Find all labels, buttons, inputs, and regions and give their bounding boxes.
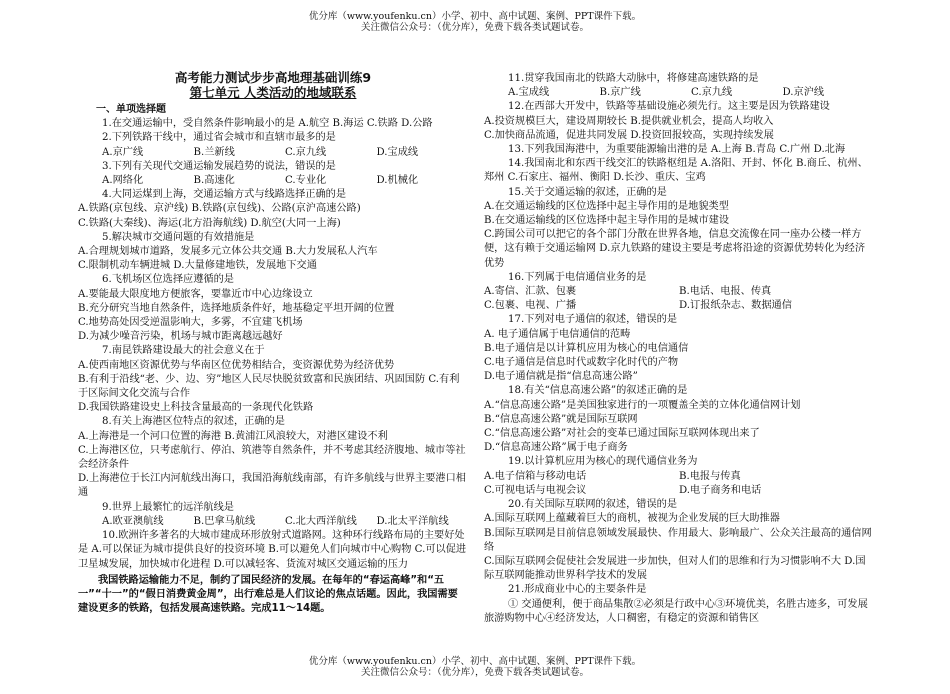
question-16-options-cd [484,299,874,313]
question-17-option-d: D.电子通信就是指“信息高速公路” [484,371,638,383]
question-17-option-c: C.电子通信是信息时代或数字化时代的产物 [484,357,679,369]
question-6-option-b: B.充分研究当地自然条件，选择地质条件好，地基稳定平坦开阔的位置 [78,302,395,314]
doc-title: 高考能力测试步步高地理基础训练9 [174,70,372,85]
option: D.机械化 [376,175,419,187]
option: A.电子信箱与移动电话 [484,470,587,482]
option: D.宝成线 [376,146,419,158]
question-8: 8.有关上海港区位特点的叙述，正确的是 [102,416,285,428]
question-3-options [78,174,468,188]
question-5: 5.解决城市交通问题的有效措施是 [102,231,255,243]
question-2: 2.下列铁路干线中，通过省会城市和直辖市最多的是 [102,132,336,144]
question-1: 1.在交通运输中，受自然条件影响最小的是 A.航空 B.海运 C.铁路 D.公路 [102,118,433,130]
question-15-option-a: A.在交通运输线的区位选择中起主导作用的是地貌类型 [484,200,729,212]
question-20-option-cd: C.国际互联网会促使社会发展进一步加快，但对人们的思维和行为习惯影响不大 D.国际互联网能推动世界科学技术的发展 [484,555,866,582]
option: D.电子商务和电话 [679,484,762,496]
option: B.电报与传真 [679,470,741,482]
question-9: 9.世界上最繁忙的远洋航线是 [102,501,234,513]
question-15: 15.关于交通运输的叙述，正确的是 [508,186,667,198]
option: C.京九线 [691,87,733,99]
question-5-option-ab: A.合理规划城市道路，发展多元立体公共交通 B.大力发展私人汽车 [78,246,378,258]
question-17: 17.下列对电子通信的叙述，错误的是 [508,314,678,326]
option: B.高速化 [193,175,235,187]
option: C.包裹、电视、广播 [484,300,577,312]
question-8-option-ab: A.上海港是一个河口位置的海港 B.黄浦江风浪较大，对港区建设不利 [78,430,388,442]
question-18: 18.有关“信息高速公路”的叙述正确的是 [508,385,688,397]
question-4-option-cd: C.铁路(大秦线)、海运(北方沿海航线) D.航空(大同一上海) [78,217,341,229]
question-18-option-b: B.“信息高速公路”就是国际互联网 [484,413,638,425]
question-13: 13.下列我国海港中，为重要能源输出港的是 A.上海 B.青岛 C.广州 D.北海 [508,144,846,156]
option: D.北太平洋航线 [376,515,449,527]
question-4: 4.大同运煤到上海，交通运输方式与线路选择正确的是 [102,189,347,201]
question-18-option-d: D.“信息高速公路”属于电子商务 [484,442,628,454]
page-header [0,11,950,33]
question-7: 7.南昆铁路建设最大的社会意义在于 [102,345,265,357]
question-7-option-a: A.使西南地区资源优势与华南区位优势相结合，变资源优势为经济优势 [78,359,395,371]
header-line-1: 优分库（www.youfenku.cn）小学、初中、高中试题、案例、PPT课件下载。 [308,11,642,22]
question-12-option-cd: C.加快商品流通，促进共同发展 D.投资回报较高，实现持续发展 [484,129,774,141]
doc-subtitle: 第七单元 人类活动的地域联系 [189,85,357,100]
question-11: 11.贯穿我国南北的铁路大动脉中，将修建高速铁路的是 [508,73,759,84]
question-18-option-c: C.“信息高速公路”对社会的变革已通过国际互联网体现出来了 [484,428,760,440]
option: B.巴拿马航线 [193,515,256,527]
question-16: 16.下列属于电信通信业务的是 [508,271,647,283]
left-column [78,70,468,616]
question-19-options-cd [484,484,874,498]
footer-line-2: 关注微信公众号：（优分库），免费下载各类试题试卷。 [360,667,589,678]
question-4-option-ab: A.铁路(京包线、京沪线) B.铁路(京包线)、公路(京沪高速公路) [78,203,361,215]
question-15-option-b: B.在交通运输线的区位选择中起主导作用的是城市建设 [484,215,730,227]
question-6: 6.飞机场区位选择应遵循的是 [102,274,234,286]
question-3: 3.下列有关现代交通运输发展趋势的说法，错误的是 [102,160,336,172]
option: B.兰新线 [193,146,235,158]
question-2-options [78,146,468,160]
page-footer [0,656,950,678]
question-6-option-d: D.为减少噪音污染，机场与城市距离越远越好 [78,331,283,343]
option: B.京广线 [599,87,641,99]
right-column [484,72,874,626]
question-17-option-a: A. 电子通信属于电信通信的范畴 [484,328,631,340]
question-21-statements: ① 交通便利，便于商品集散②必须是行政中心③环境优美，名胜古迹多，可发展旅游购物中心④经济发达，人口稠密，有稳定的资源和销售区 [484,598,868,624]
question-7-option-d: D.我国铁路建设史上科技含量最高的一条现代化铁路 [78,402,314,414]
question-5-option-cd: C.限制机动车辆进城 D.大量修建地铁，发展地下交通 [78,260,317,272]
question-19: 19.以计算机应用为核心的现代通信业务为 [508,456,698,468]
option: A.宝成线 [508,87,550,99]
question-12: 12.在西部大开发中，铁路等基础设施必须先行。这主要是因为铁路建设 [508,101,830,113]
question-21: 21.形成商业中心的主要条件是 [508,584,647,596]
question-12-option-ab: A.投资规模巨大，建设周期较长 B.提供就业机会，提高人均收入 [484,115,774,127]
question-20-option-b: B.国际互联网是目前信息领域发展最快、作用最大、影响最广、公众关注最高的通信网络 [484,527,872,553]
question-20-option-a: A.国际互联网上蕴藏着巨大的商机，被视为企业发展的巨大助推器 [484,513,780,525]
section-heading: 一、单项选择题 [96,104,166,115]
option: A.京广线 [102,146,144,158]
question-9-options [78,515,468,529]
question-10: 10.欧洲许多著名的大城市建成环形放射式道路网。这种环行线路布局的主要好处是 A.可以保证为城市提供良好的投资环境 B.可以避免人们向城市中心购物 C.可以促进卫星城发展，加快城市化进程 D.可以减轻客、货流对城区交通运输的压力 [78,530,467,570]
option: B.电话、电报、传真 [679,286,772,298]
question-16-options-ab [484,285,874,299]
option: A.寄信、汇款、包裹 [484,286,577,298]
option: D.订报纸杂志、数据通信 [679,300,792,312]
option: A.网络化 [102,175,144,187]
question-8-option-c: C.上海港区位，只考虑航行、停泊、筑港等自然条件，并不考虑其经济腹地、城市等社会经济条件 [78,444,466,471]
reading-passage: 我国铁路运输能力不足，制约了国民经济的发展。在每年的“春运高峰”和“五一”“十一”的“假日消费黄金周”，出行难总是人们议论的焦点话题。因此，我国需要建设更多的铁路，包括发展高速铁路。完成11～14题。 [78,574,458,615]
header-line-2: 关注微信公众号：（优分库），免费下载各类试题试卷。 [360,22,589,33]
question-15-option-cd: C.跨国公司可以把它的各个部门分散在世界各地，信息交流像在同一座办公楼一样方便，这有赖于交通运输网 D.京九铁路的建设主要是考虑将沿途的资源优势转化为经济优势 [484,229,866,269]
question-19-options-ab [484,470,874,484]
question-11-options [484,86,874,100]
question-14: 14.我国南北和东西干线交汇的铁路枢纽是 A.洛阳、开封、怀化 B.商丘、杭州、郑州 C.石家庄、福州、衡阳 D.长沙、重庆、宝鸡 [484,158,868,184]
footer-line-1: 优分库（www.youfenku.cn）小学、初中、高中试题、案例、PPT课件下载。 [308,656,642,667]
option: D.京沪线 [782,87,825,99]
question-20: 20.有关国际互联网的叙述，错误的是 [508,499,678,511]
option: C.可视电话与电视会议 [484,484,587,496]
option: C.北大西洋航线 [285,515,357,527]
question-17-option-b: B.电子通信是以计算机应用为核心的电信通信 [484,342,689,354]
question-18-option-a: A.“信息高速公路”是美国独家进行的一项覆盖全美的立体化通信网计划 [484,399,801,411]
option: C.专业化 [285,175,327,187]
question-6-option-c: C.地势高处因受逆温影响大，多雾，不宜建飞机场 [78,317,303,329]
question-6-option-a: A.要能最大限度地方便旅客，要靠近市中心边缘设立 [78,288,313,300]
question-8-option-d: D.上海港位于长江内河航线出海口，我国沿海航线南部，有许多航线与世界主要港口相通 [78,473,466,499]
question-7-option-bc: B.有利于沿线“老、少、边、穷”地区人民尽快脱贫致富和民族团结、巩固国防 C.有利于区际间文化交流与合作 [78,373,460,400]
option: C.京九线 [285,146,327,158]
option: A.欧亚澳航线 [102,515,164,527]
